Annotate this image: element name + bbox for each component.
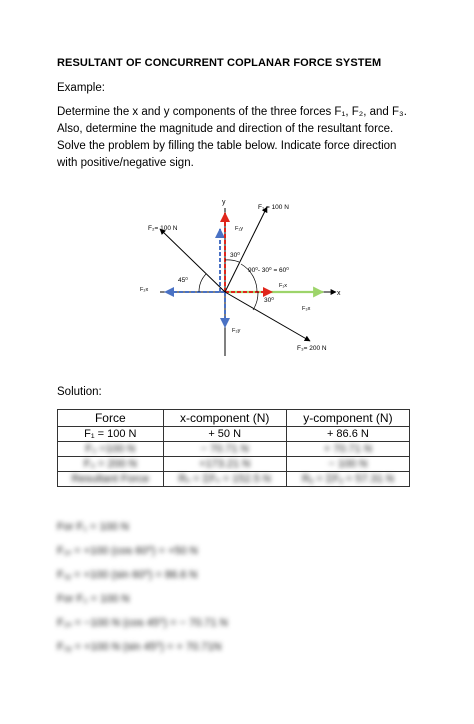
- col-header-y-component: y-component (N): [286, 410, 409, 427]
- table-cell: + 50 N: [163, 427, 286, 442]
- page-title: RESULTANT OF CONCURRENT COPLANAR FORCE SYSTEM: [57, 57, 382, 69]
- table-cell: F₁ = 100 N: [58, 427, 164, 442]
- solution-steps: [57, 515, 228, 659]
- f3x-label: F₃x: [302, 306, 311, 312]
- table-row: [58, 472, 410, 487]
- table-cell: − 100 N: [286, 457, 409, 472]
- table-header-row: [58, 410, 410, 427]
- table-cell: + 86.6 N: [286, 427, 409, 442]
- solution-step: F₂ₓ = −100 N (cos 45⁰) = − 70.71 N: [57, 617, 228, 629]
- col-header-x-component: x-component (N): [163, 410, 286, 427]
- table-cell: Rᵧ = ΣFᵧ = 57.31 N: [286, 472, 409, 487]
- f1-label: F₁ = 100 N: [258, 204, 289, 211]
- table-cell: F₃ = 200 N: [58, 457, 164, 472]
- problem-line: Solve the problem by filling the table below. Indicate force direction: [57, 140, 397, 152]
- f2-label: F₂= 100 N: [148, 225, 178, 232]
- solution-step: For F₂ = 100 N: [57, 593, 130, 605]
- angle-calc-label: 90⁰- 30⁰ = 60⁰: [248, 267, 289, 274]
- table-row: [58, 457, 410, 472]
- f1-vector: [225, 207, 267, 292]
- example-label: Example:: [57, 82, 105, 94]
- y-axis-label: y: [222, 199, 226, 206]
- solution-step: For F₁ = 100 N: [57, 521, 129, 533]
- components-table: [57, 409, 410, 487]
- problem-statement: [57, 104, 427, 172]
- table-row: [58, 442, 410, 457]
- solution-label: Solution:: [57, 386, 102, 398]
- angle-30-top-arc: [225, 260, 239, 262]
- problem-line: with positive/negative sign.: [57, 157, 194, 169]
- f3-label: F₃= 200 N: [297, 345, 327, 352]
- f1y-label: F₁y: [235, 226, 243, 232]
- problem-line: Also, determine the magnitude and direction of the resultant force.: [57, 123, 394, 135]
- angle-45-label: 45⁰: [178, 277, 188, 284]
- solution-step: F₁ₓ = +100 (cos 60⁰) = +50 N: [57, 545, 198, 557]
- problem-line: Determine the x and y components of the three forces F₁, F₂, and F₃.: [57, 106, 407, 118]
- table-row: [58, 427, 410, 442]
- solution-step: F₂ᵧ = +100 N (sin 45⁰) = + 70.71N: [57, 641, 222, 653]
- f3y-label: F₃y: [232, 328, 241, 334]
- f1x-label: F₁x: [279, 283, 287, 289]
- solution-step: F₁ᵧ = +100 (sin 60⁰) = 86.6 N: [57, 569, 198, 581]
- table-cell: + 70.71 N: [286, 442, 409, 457]
- angle-30-top-label: 30⁰: [230, 252, 240, 259]
- table-cell: − 70.71 N: [163, 442, 286, 457]
- force-diagram: [140, 196, 350, 356]
- f2-vector: [160, 229, 225, 292]
- table-cell: Resultant Force: [58, 472, 164, 487]
- table-cell: F₂ =100 N: [58, 442, 164, 457]
- f2x-label: F₂x: [140, 287, 149, 293]
- table-cell: Rₓ = ΣFₓ = 152.5 N: [163, 472, 286, 487]
- table-cell: +173.21 N: [163, 457, 286, 472]
- angle-30-bottom-label: 30⁰: [264, 297, 274, 304]
- angle-30-bottom-arc: [253, 292, 258, 310]
- col-header-force: Force: [58, 410, 164, 427]
- x-axis-label: x: [337, 290, 341, 297]
- angle-45-arc: [199, 274, 206, 292]
